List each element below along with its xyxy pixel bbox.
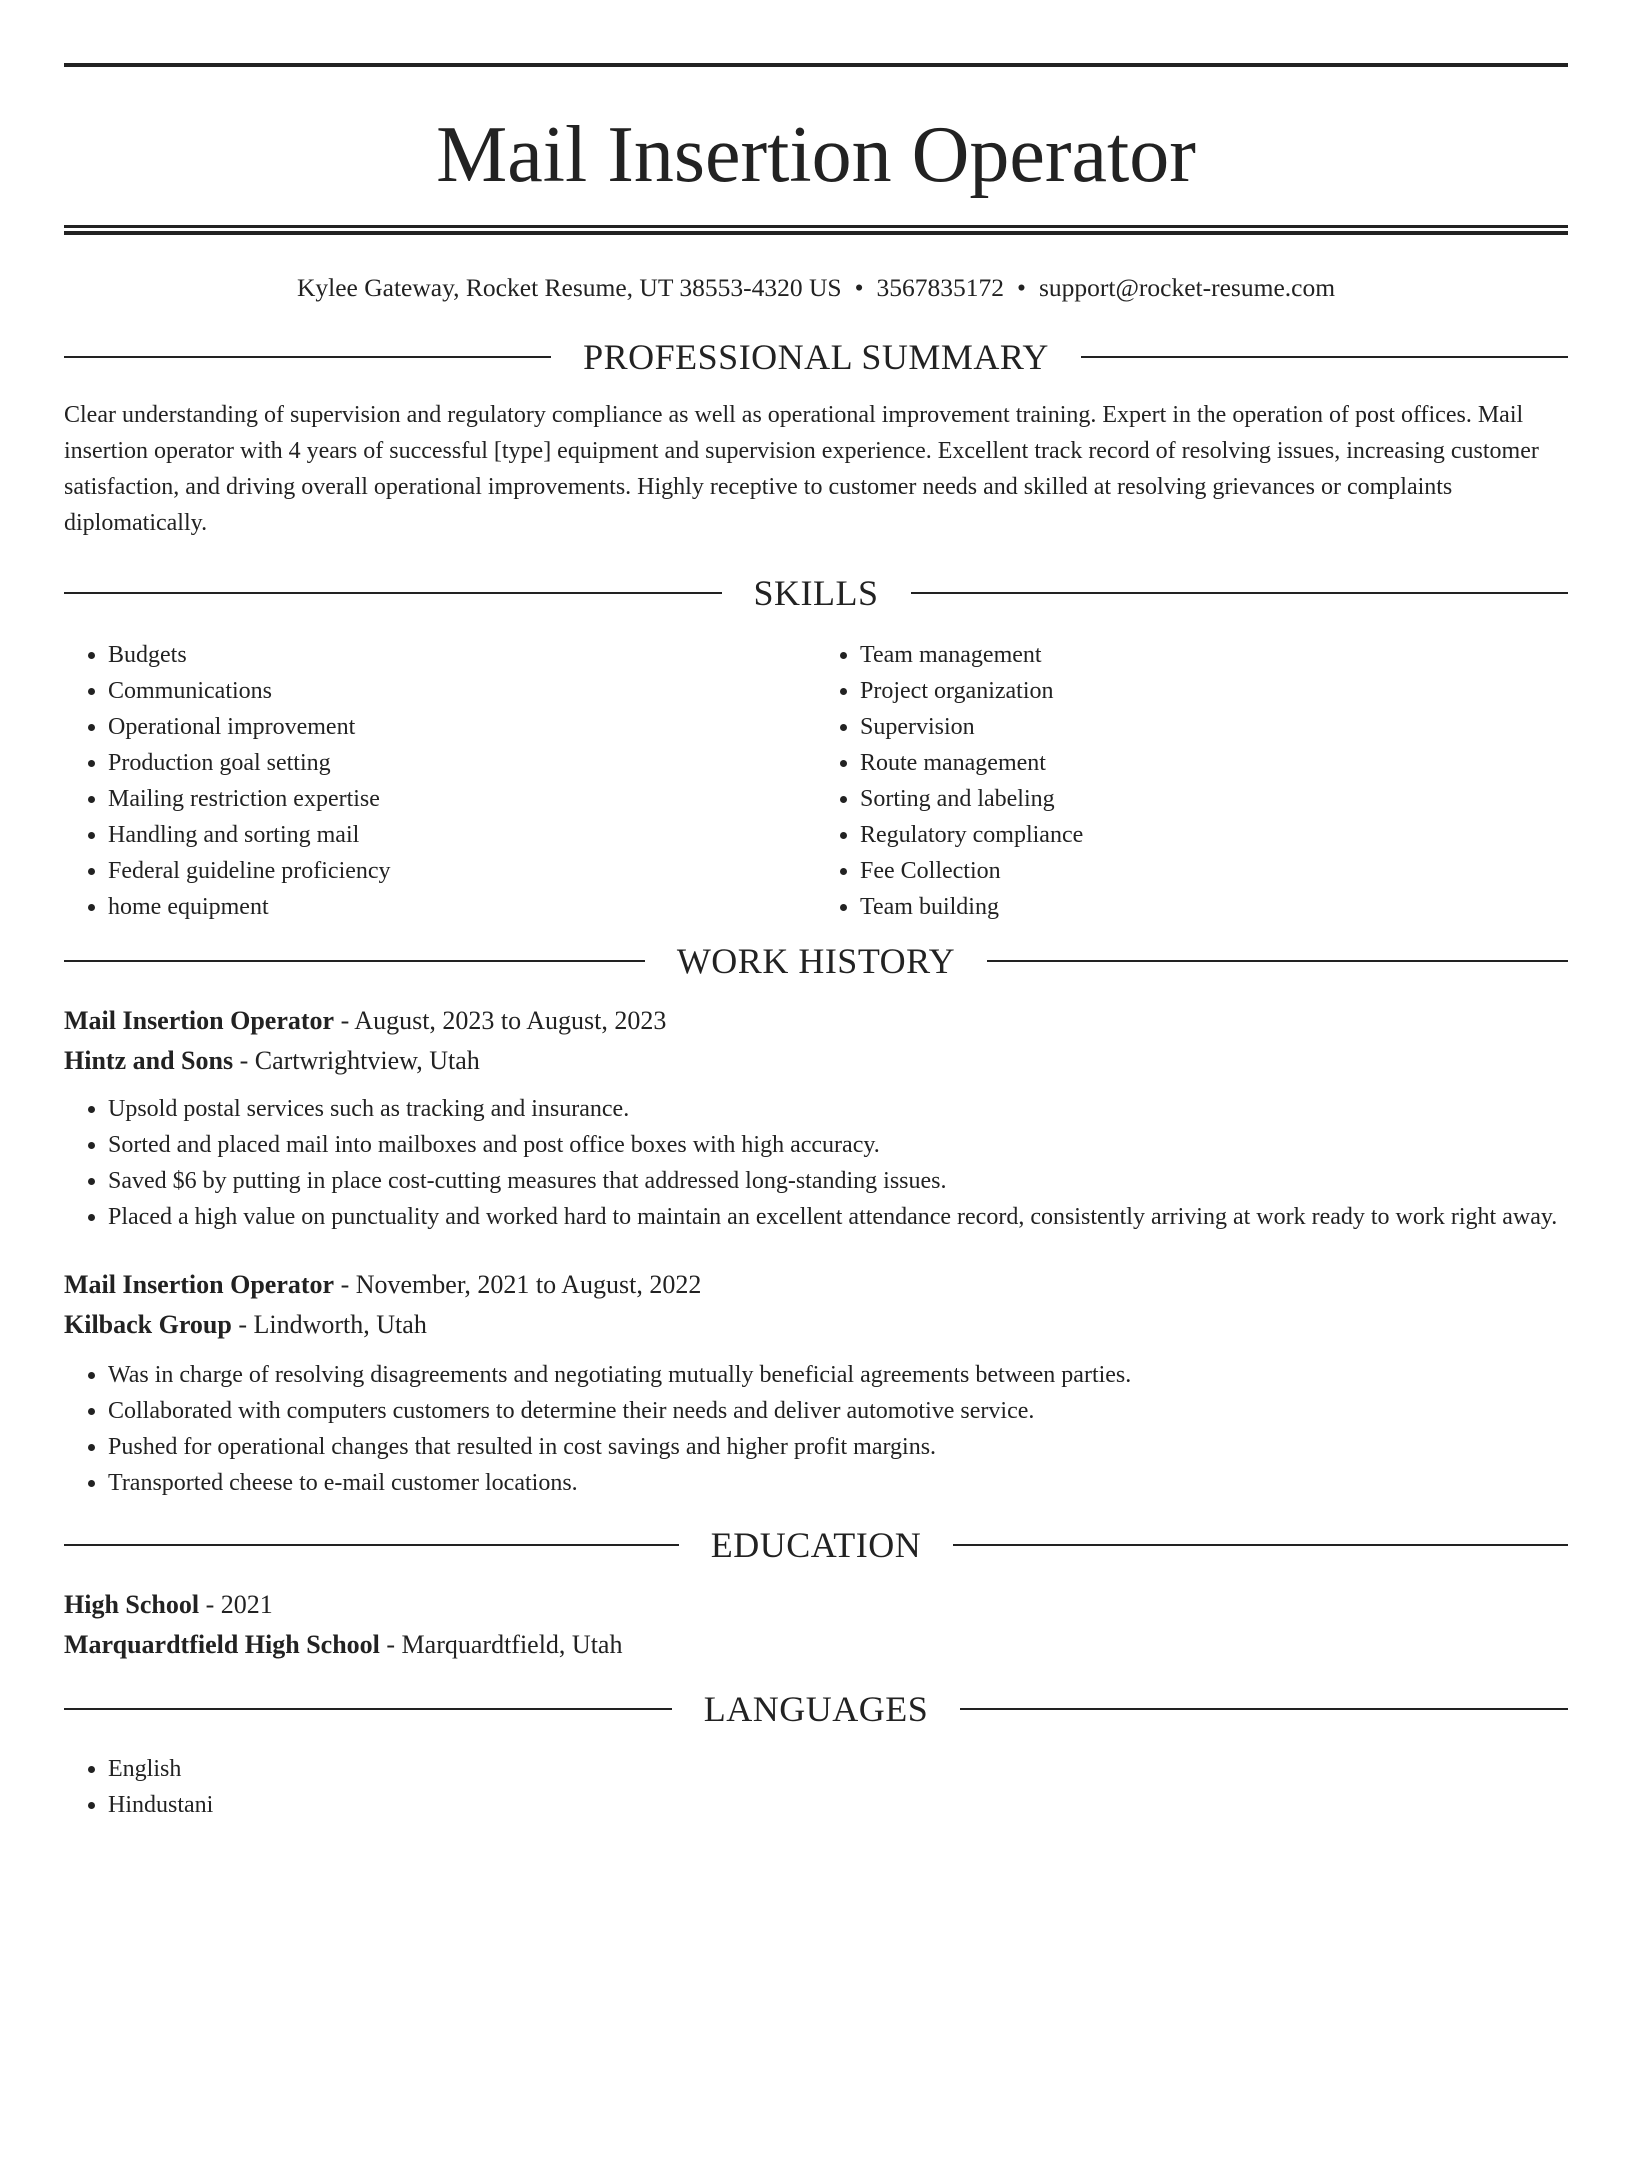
section-heading-work xyxy=(64,939,1568,983)
resume-page xyxy=(0,63,1632,2175)
education-year: - 2021 xyxy=(199,1590,273,1619)
job-bullet: • Collaborated with computers customers to determine their needs and deliver automotive service. xyxy=(108,1393,1568,1429)
skill-item: • Communications xyxy=(108,673,816,709)
job-title: Mail Insertion Operator xyxy=(64,1270,335,1299)
job-location: - Cartwrightview, Utah xyxy=(233,1046,480,1075)
skill-item: • Operational improvement xyxy=(108,709,816,745)
skill-item: • Fee Collection xyxy=(860,853,1568,889)
contact-address: Kylee Gateway, Rocket Resume, UT 38553-4320 US xyxy=(296,273,842,302)
heading-rule xyxy=(64,592,722,594)
job-company-line xyxy=(64,1041,1568,1081)
heading-rule xyxy=(987,960,1568,962)
job-bullet: • Transported cheese to e-mail customer locations. xyxy=(108,1465,1568,1501)
skill-item: • home equipment xyxy=(108,889,816,925)
job-entry xyxy=(64,1265,1568,1501)
heading-rule xyxy=(64,1708,672,1710)
job-entry xyxy=(64,1001,1568,1235)
section-title-languages: LANGUAGES xyxy=(703,1689,929,1729)
job-bullet: • Upsold postal services such as tracking and insurance. xyxy=(108,1091,1568,1127)
education-location: - Marquardtfield, Utah xyxy=(379,1630,623,1659)
job-bullets xyxy=(64,1357,1568,1501)
skill-item: • Handling and sorting mail xyxy=(108,817,816,853)
contact-email: support@rocket-resume.com xyxy=(1038,273,1336,302)
job-bullet: • Sorted and placed mail into mailboxes and post office boxes with high accuracy. xyxy=(108,1127,1568,1163)
heading-rule xyxy=(953,1544,1568,1546)
resume-title: Mail Insertion Operator xyxy=(436,111,1196,199)
skill-item: • Team management xyxy=(860,637,1568,673)
skill-item: • Budgets xyxy=(108,637,816,673)
section-heading-skills xyxy=(64,571,1568,615)
heading-rule xyxy=(64,960,645,962)
job-bullets xyxy=(64,1091,1568,1235)
job-bullet: • Pushed for operational changes that resulted in cost savings and higher profit margins. xyxy=(108,1429,1568,1465)
languages-list xyxy=(64,1751,1568,1823)
heading-rule xyxy=(960,1708,1568,1710)
section-title-education: EDUCATION xyxy=(710,1525,922,1565)
job-dates: - November, 2021 to August, 2022 xyxy=(334,1270,702,1299)
job-title-line xyxy=(64,1001,1568,1041)
job-bullet: • Was in charge of resolving disagreements and negotiating mutually beneficial agreements between parties. xyxy=(108,1357,1568,1393)
section-heading-education xyxy=(64,1523,1568,1567)
heading-rule xyxy=(1081,356,1568,358)
job-dates: - August, 2023 to August, 2023 xyxy=(334,1006,667,1035)
job-location: - Lindworth, Utah xyxy=(231,1310,427,1339)
title-double-rule xyxy=(64,225,1568,235)
section-heading-summary xyxy=(64,335,1568,379)
job-company: Hintz and Sons xyxy=(64,1046,234,1075)
section-title-skills: SKILLS xyxy=(753,573,879,613)
skill-item: • Mailing restriction expertise xyxy=(108,781,816,817)
heading-rule xyxy=(64,1544,679,1546)
skill-item: • Production goal setting xyxy=(108,745,816,781)
skills-columns xyxy=(64,637,1568,925)
contact-phone: 3567835172 xyxy=(876,273,1004,302)
skills-list-left xyxy=(64,637,816,925)
contact-line xyxy=(64,271,1568,305)
contact-separator: • xyxy=(854,273,864,302)
language-item: • English xyxy=(108,1751,1568,1787)
heading-rule xyxy=(911,592,1569,594)
education-school: Marquardtfield High School xyxy=(64,1630,380,1659)
skill-item: • Federal guideline proficiency xyxy=(108,853,816,889)
job-company: Kilback Group xyxy=(64,1310,232,1339)
job-title-line xyxy=(64,1265,1568,1305)
section-title-work: WORK HISTORY xyxy=(676,941,956,981)
skill-item: • Team building xyxy=(860,889,1568,925)
skill-item: • Sorting and labeling xyxy=(860,781,1568,817)
education-degree: High School xyxy=(64,1590,200,1619)
skill-item: • Supervision xyxy=(860,709,1568,745)
contact-separator: • xyxy=(1017,273,1026,302)
language-item: • Hindustani xyxy=(108,1787,1568,1823)
education-degree-line xyxy=(64,1585,1568,1625)
skill-item: • Regulatory compliance xyxy=(860,817,1568,853)
education-entry xyxy=(64,1585,1568,1665)
heading-rule xyxy=(64,356,551,358)
skill-item: • Project organization xyxy=(860,673,1568,709)
skill-item: • Route management xyxy=(860,745,1568,781)
skills-list-right xyxy=(816,637,1568,925)
section-title-summary: PROFESSIONAL SUMMARY xyxy=(583,337,1049,377)
job-title: Mail Insertion Operator xyxy=(64,1006,335,1035)
top-rule xyxy=(64,63,1568,67)
section-heading-languages xyxy=(64,1687,1568,1731)
summary-paragraph: Clear understanding of supervision and regulatory compliance as well as operational improvement training. Expert in the operation of post offices. Mail insertion operator with 4 years of successful [type] equipment and supervision experience. Excellent track record of resolving issues, increasing customer satisfaction, and driving overall operational improvements. Highly receptive to customer needs and skilled at resolving grievances or complaints diplomatically. xyxy=(64,402,1539,536)
job-bullet: • Saved $6 by putting in place cost-cutting measures that addressed long-standing issues. xyxy=(108,1163,1568,1199)
job-company-line xyxy=(64,1305,1568,1345)
job-bullet: • Placed a high value on punctuality and worked hard to maintain an excellent attendance record, consistently arriving at work ready to work right away. xyxy=(108,1199,1568,1235)
education-school-line xyxy=(64,1625,1568,1665)
